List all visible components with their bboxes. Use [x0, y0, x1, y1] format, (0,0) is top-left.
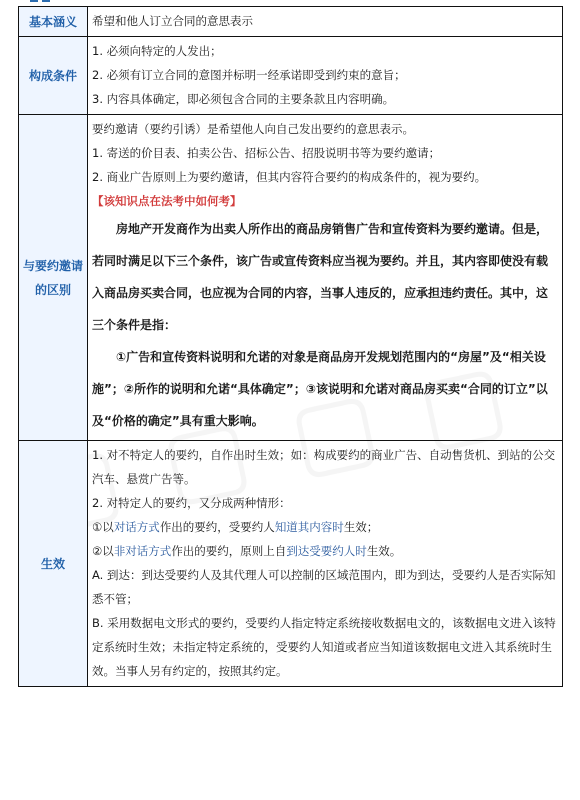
content-line: 1. 必须向特定的人发出； [92, 44, 222, 58]
highlight-text: 非对话方式 [113, 544, 172, 558]
highlight-text: 对话方式 [113, 520, 160, 534]
content-line: 2. 必须有订立合同的意图并标明一经承诺即受到约束的意旨； [92, 68, 406, 82]
row-label: 与要约邀请的区别 [19, 115, 88, 441]
content-line: 2. 商业广告原则上为要约邀请，但其内容符合要约的构成条件的，视为要约。 [92, 170, 487, 184]
content-line: 1. 对不特定人的要约，自作出时生效；如：构成要约的商业广告、自动售货机、到站的公交汽车、悬赏广告等。 [92, 448, 556, 486]
content-line: 2. 对特定人的要约，又分成两种情形： [92, 496, 291, 510]
content-line: 3. 内容具体确定，即必须包含合同的主要条款且内容明确。 [92, 92, 395, 106]
row-content [88, 7, 563, 37]
exam-heading: 【该知识点在法考中如何考】 [92, 194, 242, 208]
table-row [19, 441, 563, 687]
exam-paragraph: 房地产开发商作为出卖人所作出的商品房销售广告和宣传资料为要约邀请。但是，若同时满足以下三个条件，该广告或宣传资料应当视为要约。并且，其内容即使没有载入商品房买卖合同，也应视为合同的内容，当事人违反的，应承担违约责任。其中，这三个条件是指： [92, 222, 549, 332]
top-decoration [30, 0, 66, 5]
text-fragment: 作出的要约，原则上自 [171, 544, 287, 558]
row-content [88, 115, 563, 441]
table-row [19, 37, 563, 115]
knowledge-table [18, 6, 563, 687]
content-line: 希望和他人订立合同的意思表示 [92, 14, 253, 28]
content-line: 要约邀请（要约引诱）是希望他人向自己发出要约的意思表示。 [92, 122, 414, 136]
content-line [92, 539, 558, 563]
text-fragment: 生效。 [366, 544, 402, 558]
row-label: 基本涵义 [19, 7, 88, 37]
text-fragment: 生效； [343, 520, 379, 534]
highlight-text: 到达受要约人时 [286, 544, 367, 558]
table-row [19, 115, 563, 441]
content-line: 1. 寄送的价目表、拍卖公告、招标公告、招股说明书等为要约邀请； [92, 146, 441, 160]
exam-paragraph: ①广告和宣传资料说明和允诺的对象是商品房开发规划范围内的“房屋”及“相关设施”；②所作的说明和允诺“具体确定”；③该说明和允诺对商品房买卖“合同的订立”以及“价格的确定”具有重大影响。 [92, 350, 548, 428]
content-line [92, 515, 558, 539]
row-label: 构成条件 [19, 37, 88, 115]
content-line: B. 采用数据电文形式的要约，受要约人指定特定系统接收数据电文的，该数据电文进入该特定系统时生效；未指定特定系统的，受要约人知道或者应当知道该数据电文进入其系统时生效。当事人另有约定的，按照其约定。 [92, 616, 556, 678]
highlight-text: 知道其内容时 [274, 520, 344, 534]
text-fragment: ②以 [92, 544, 114, 558]
row-content [88, 441, 563, 687]
table-row [19, 7, 563, 37]
content-line: A. 到达：到达受要约人及其代理人可以控制的区域范围内，即为到达，受要约人是否实际知悉不管； [92, 568, 556, 606]
text-fragment: ①以 [92, 520, 114, 534]
text-fragment: 作出的要约，受要约人 [159, 520, 275, 534]
row-content [88, 37, 563, 115]
row-label: 生效 [19, 441, 88, 687]
